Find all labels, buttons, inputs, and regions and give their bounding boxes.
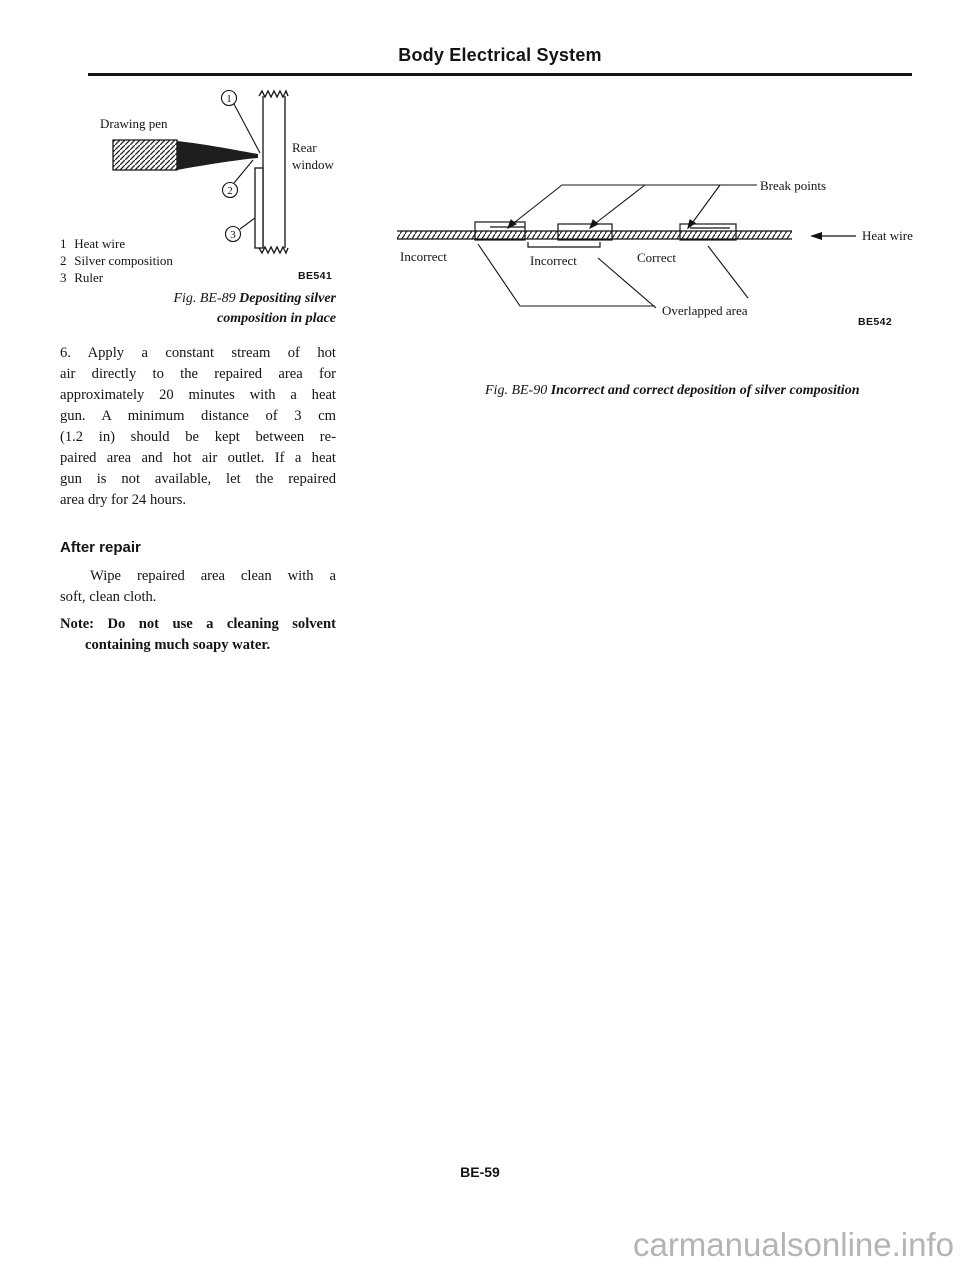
- step-6-paragraph: [60, 343, 336, 511]
- caption-label: Fig. BE-89: [173, 291, 236, 306]
- figure-be89-caption: [60, 289, 336, 329]
- heat-wire-band: [397, 231, 792, 239]
- callout-2: [223, 160, 254, 198]
- legend-text: Ruler: [74, 270, 104, 285]
- paragraph-line: paired area and hot air outlet. If a heat: [60, 450, 336, 466]
- paragraph-line: gun is not available, let the repaired: [60, 471, 336, 487]
- callout-2-number: 2: [227, 185, 233, 197]
- drawing-pen-label: Drawing pen: [100, 116, 168, 131]
- figure-be89-legend: [60, 235, 260, 286]
- paragraph-line: (1.2 in) should be kept between re-: [60, 429, 336, 445]
- legend-number: 2: [60, 253, 67, 268]
- callout-1: [222, 91, 261, 154]
- note-line: Note: Do not use a cleaning solvent: [60, 616, 336, 632]
- caption-title: Incorrect and correct deposition of silver composition: [550, 383, 860, 398]
- after-repair-paragraph: [60, 566, 336, 608]
- figure-be89-diagram: [55, 80, 345, 260]
- break-points-label: Break points: [760, 178, 827, 193]
- correct-label: Correct: [637, 250, 676, 265]
- watermark: carmanualsonline.info: [632, 1226, 954, 1263]
- paragraph-line: Wipe repaired area clean with a: [90, 568, 336, 584]
- page-number: BE-59: [460, 1164, 500, 1180]
- rear-label: Rear: [292, 140, 317, 155]
- drawing-pen-tip: [177, 141, 258, 170]
- callout-3-number: 3: [230, 229, 236, 241]
- legend-number: 1: [60, 236, 67, 251]
- incorrect-left-label: Incorrect: [400, 249, 447, 264]
- break-points-leaders: [508, 185, 757, 228]
- header-rule: [88, 73, 912, 76]
- caption-line: composition in place: [217, 311, 336, 326]
- incorrect-center-label: Incorrect: [530, 253, 577, 268]
- caption-label: Fig. BE-90: [485, 383, 548, 398]
- after-repair-heading: After repair: [60, 539, 141, 556]
- overlapped-area-label: Overlapped area: [662, 303, 748, 318]
- callout-1-number: 1: [226, 93, 232, 105]
- note-line: containing much soapy water.: [85, 637, 271, 653]
- caption-line: [60, 289, 336, 309]
- figure-be90-caption: [485, 381, 859, 401]
- drawing-pen-body: [113, 140, 177, 170]
- legend-number: 3: [60, 270, 67, 285]
- legend-text: Heat wire: [74, 236, 126, 251]
- paragraph-line: 6. Apply a constant stream of hot: [60, 345, 336, 361]
- paragraph-line: soft, clean cloth.: [60, 589, 157, 605]
- figure-be90-code: BE542: [858, 316, 893, 328]
- figure-be89-code: BE541: [298, 270, 333, 282]
- page-title: Body Electrical System: [398, 45, 602, 65]
- paragraph-line: approximately 20 minutes with a heat: [60, 387, 336, 403]
- figure-be90-diagram: [390, 170, 930, 330]
- paragraph-line: gun. A minimum distance of 3 cm: [60, 408, 336, 424]
- heat-wire-arrow: [810, 232, 856, 240]
- legend-item: [60, 235, 260, 252]
- note-paragraph: [60, 614, 336, 656]
- paragraph-line: area dry for 24 hours.: [60, 492, 187, 508]
- paragraph-line: air directly to the repaired area for: [60, 366, 336, 382]
- overlapped-area-leaders: [478, 244, 748, 308]
- legend-text: Silver composition: [74, 253, 173, 268]
- legend-item: [60, 269, 260, 286]
- caption-title: Depositing silver: [239, 291, 336, 306]
- heat-wire-label: Heat wire: [862, 228, 913, 243]
- window-label: window: [292, 157, 334, 172]
- legend-item: [60, 252, 260, 269]
